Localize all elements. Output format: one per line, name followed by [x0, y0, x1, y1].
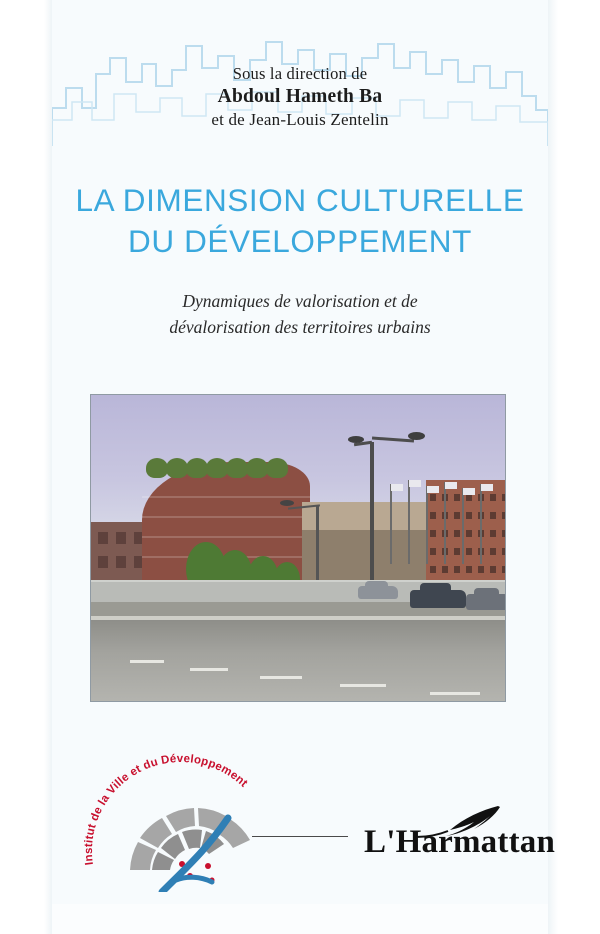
publisher-name: L'Harmattan — [364, 824, 556, 860]
title-line-1: LA DIMENSION CULTURELLE — [75, 182, 525, 218]
publisher-logo — [356, 806, 556, 870]
institute-ring-text: Institut de la Ville et du Développement — [82, 752, 250, 866]
directors-block — [52, 64, 548, 130]
page-title — [52, 182, 548, 260]
directors-line-1: Sous la direction de — [232, 64, 368, 83]
directors-line-3: et de Jean-Louis Zentelin — [211, 110, 389, 129]
institute-logo-icon — [78, 746, 284, 892]
page-subtitle — [82, 288, 518, 341]
cover-photograph — [90, 394, 506, 702]
institute-logo — [78, 746, 284, 892]
cover-right-edge — [548, 0, 558, 934]
logo-divider — [252, 836, 348, 837]
cover-bottom-margin — [52, 904, 548, 934]
photo-border — [90, 394, 506, 702]
title-line-2: DU DÉVELOPPEMENT — [128, 223, 472, 260]
subtitle-line-1: Dynamiques de valorisation et de — [182, 291, 418, 311]
cover-left-edge — [44, 0, 52, 934]
directors-line-2: Abdoul Hameth Ba — [217, 86, 383, 107]
subtitle-line-2: dévalorisation des territoires urbains — [169, 317, 431, 338]
